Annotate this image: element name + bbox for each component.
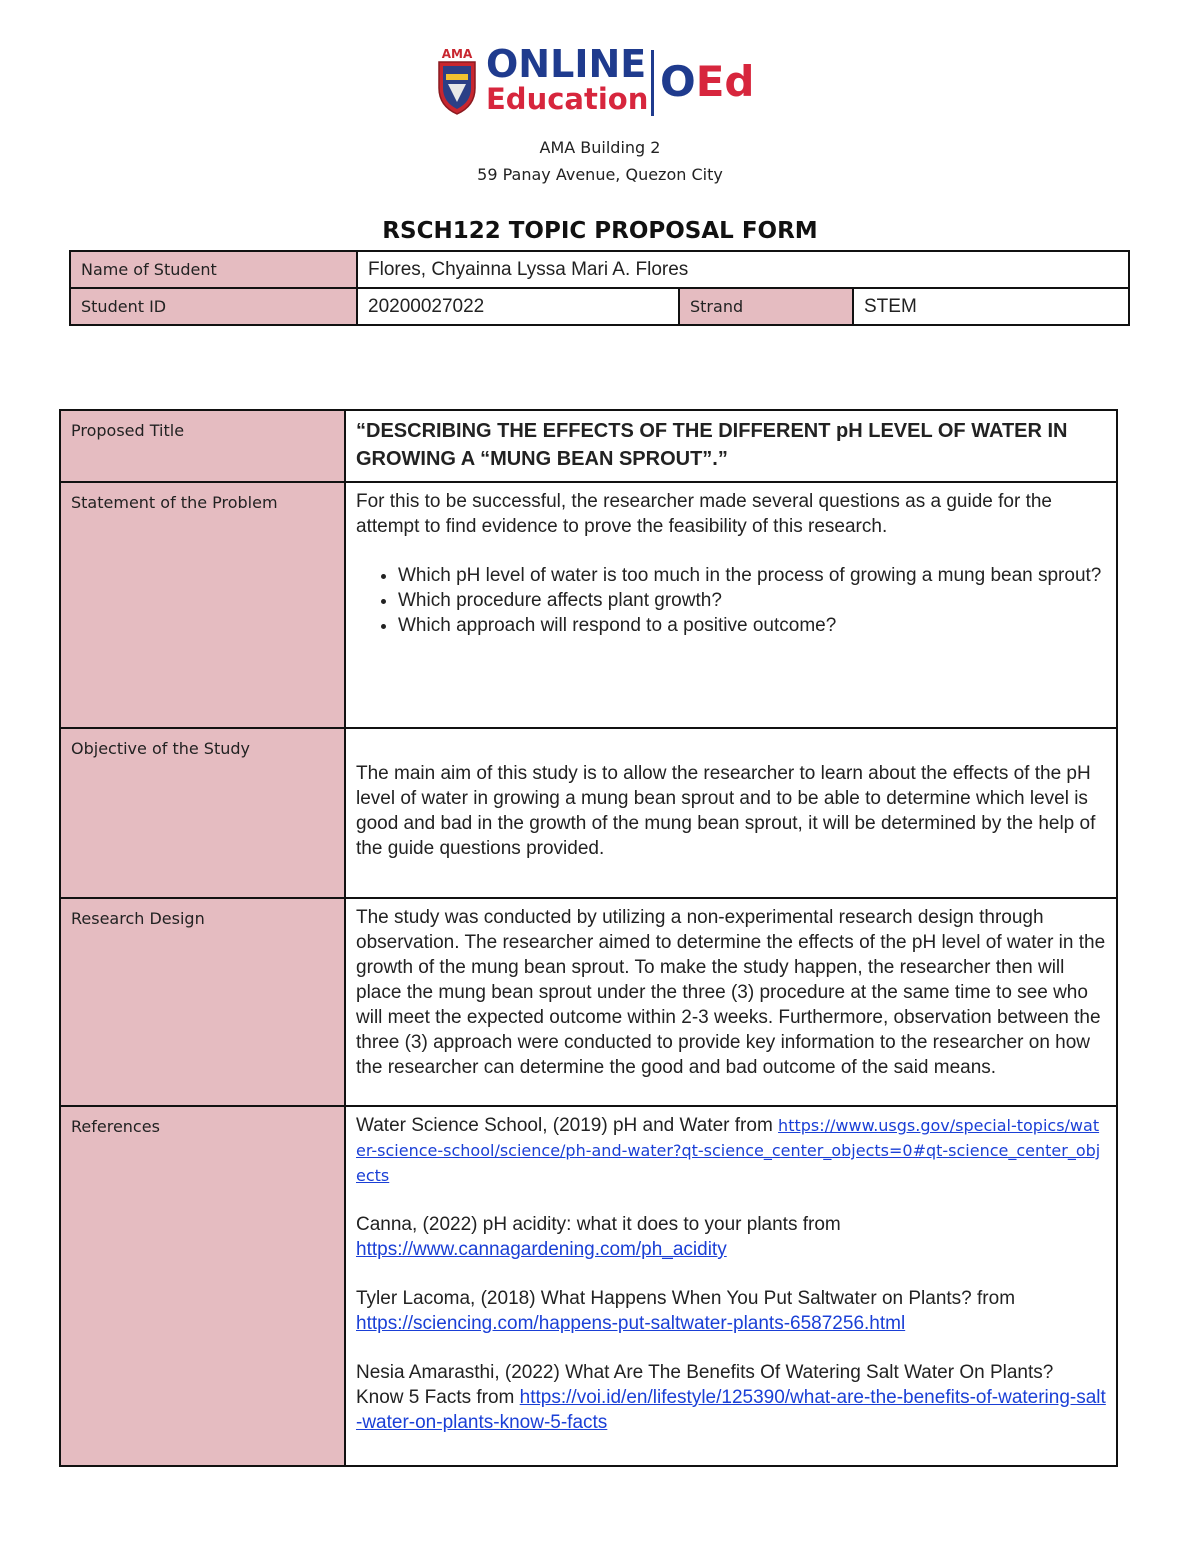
logo-oed: OEd xyxy=(660,57,755,106)
objective-label: Objective of the Study xyxy=(60,728,345,898)
logo-education-text: Education xyxy=(486,82,649,116)
list-item: • Which pH level of water is too much in the process of growing a mung bean sprout? xyxy=(398,563,1106,588)
reference-item: Water Science School, (2019) pH and Water from https://www.usgs.gov/special-topics/water-science-school/science/ph-and-water?qt-science_center_objects=0#qt-science_center_objects xyxy=(356,1115,1101,1185)
address-line-2: 59 Panay Avenue, Quezon City xyxy=(477,165,723,184)
list-item: • Which approach will respond to a positive outcome? xyxy=(398,613,1106,638)
svg-text:AMA: AMA xyxy=(441,47,473,61)
reference-link[interactable]: https://www.cannagardening.com/ph_acidity xyxy=(356,1239,727,1260)
logo-online-text: ONLINE xyxy=(486,42,647,86)
form-title: RSCH122 TOPIC PROPOSAL FORM xyxy=(382,218,818,244)
proposal-table xyxy=(59,409,1118,1467)
reference-item: Canna, (2022) pH acidity: what it does to your plants from https://www.cannagardening.com/ph_acidity xyxy=(356,1214,841,1260)
proposed-title-label: Proposed Title xyxy=(60,410,345,482)
problem-intro: For this to be successful, the researcher made several questions as a guide for the attempt to find evidence to prove the feasibility of this research. xyxy=(356,491,1052,537)
problem-value xyxy=(345,482,1117,728)
proposed-title-value xyxy=(345,410,1117,482)
student-info-table xyxy=(69,250,1130,326)
strand-label: Strand xyxy=(679,288,853,325)
logo-divider xyxy=(651,50,654,116)
reference-item: Nesia Amarasthi, (2022) What Are The Benefits Of Watering Salt Water On Plants? Know 5 Facts from https://voi.id/en/lifestyle/125390/what-are-the-benefits-of-watering-salt-water-on-plants-know-5-facts xyxy=(356,1362,1106,1433)
problem-questions-list xyxy=(356,563,1106,638)
name-label: Name of Student xyxy=(70,251,357,288)
reference-item: Tyler Lacoma, (2018) What Happens When You Put Saltwater on Plants? from https://sciencing.com/happens-put-saltwater-plants-6587256.html xyxy=(356,1288,1016,1334)
reference-link[interactable]: https://www.usgs.gov/special-topics/water-science-school/science/ph-and-water?qt-science_center_objects=0#qt-science_center_objects xyxy=(356,1116,1101,1185)
design-label: Research Design xyxy=(60,898,345,1106)
reference-link[interactable]: https://voi.id/en/lifestyle/125390/what-are-the-benefits-of-watering-salt-water-on-plants-know-5-facts xyxy=(356,1387,1106,1433)
name-value: Flores, Chyainna Lyssa Mari A. Flores xyxy=(357,251,1129,288)
list-item: • Which procedure affects plant growth? xyxy=(398,588,1106,613)
design-value: The study was conducted by utilizing a non-experimental research design through observation. The researcher aimed to determine the effects of the pH level of water in the growth of the mung bean sprout. To make the study happen, the researcher then will place the mung bean sprout under the three (3) procedure at the same time to see who will meet the expected outcome within 2-3 weeks. Furthermore, observation between the three (3) approach were conducted to provide key information to the researcher on how the researcher can determine the good and bad outcome of the said means. xyxy=(345,898,1117,1106)
objective-text: The main aim of this study is to allow the researcher to learn about the effects of the pH level of water in growing a mung bean sprout and to be able to determine which level is good and bad in the growth of the mung bean sprout, it will be determined by the help of the guide questions provided. xyxy=(356,763,1096,859)
address-line-1: AMA Building 2 xyxy=(539,138,661,157)
logo xyxy=(436,44,766,122)
objective-value xyxy=(345,728,1117,898)
references-value xyxy=(345,1106,1117,1466)
problem-label: Statement of the Problem xyxy=(60,482,345,728)
student-id-label: Student ID xyxy=(70,288,357,325)
strand-value: STEM xyxy=(853,288,1129,325)
references-label: References xyxy=(60,1106,345,1466)
ama-shield-icon xyxy=(436,44,478,116)
reference-link[interactable]: https://sciencing.com/happens-put-saltwater-plants-6587256.html xyxy=(356,1313,906,1334)
student-id-value: 20200027022 xyxy=(357,288,679,325)
proposed-title-text: “DESCRIBING THE EFFECTS OF THE DIFFERENT pH LEVEL OF WATER IN GROWING A “MUNG BEAN SPROUT”.” xyxy=(356,420,1068,470)
